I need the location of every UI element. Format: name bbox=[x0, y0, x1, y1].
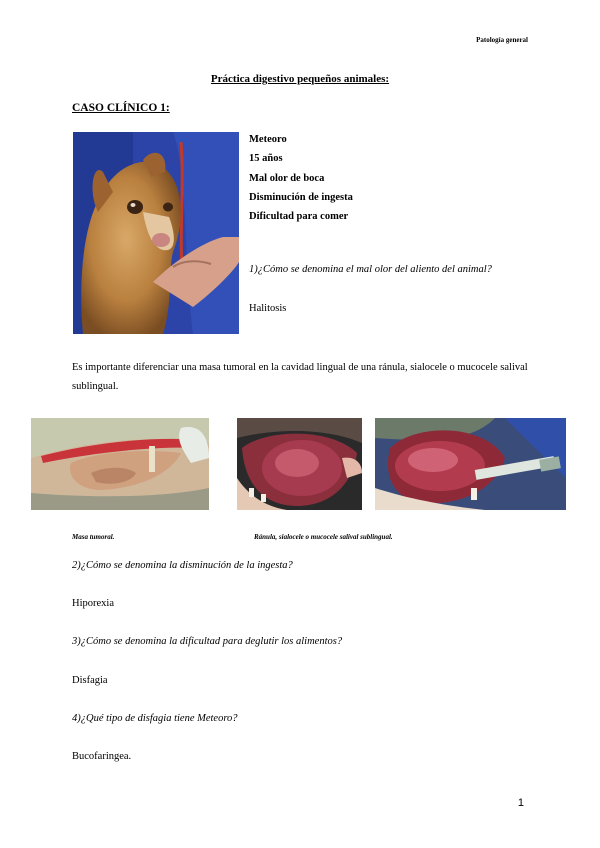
page-title: Práctica digestivo pequeños animales: bbox=[210, 73, 390, 85]
patient-name: Meteoro bbox=[249, 134, 287, 145]
question-4: 4)¿Qué tipo de disfagia tiene Meteoro? bbox=[72, 713, 238, 724]
question-1: 1)¿Cómo se denomina el mal olor del aliento del animal? bbox=[249, 264, 492, 275]
answer-4: Bucofaringea. bbox=[72, 751, 132, 762]
page-number: 1 bbox=[517, 797, 524, 809]
symptom-reduced-intake: Disminución de ingesta bbox=[249, 191, 353, 203]
symptom-bad-breath: Mal olor de boca bbox=[249, 172, 325, 184]
answer-1: Halitosis bbox=[249, 303, 287, 314]
case-heading: CASO CLÍNICO 1: bbox=[72, 102, 170, 114]
caption-ranula: Ránula, sialocele o mucocele salival sublingual. bbox=[254, 533, 393, 541]
tumor-mass-photo bbox=[31, 418, 209, 510]
question-3: 3)¿Cómo se denomina la dificultad para deglutir los alimentos? bbox=[72, 636, 343, 647]
patient-age: 15 años bbox=[249, 153, 283, 165]
question-2: 2)¿Cómo se denomina la disminución de la ingesta? bbox=[72, 560, 293, 571]
ranula-photo-1 bbox=[237, 418, 362, 510]
symptom-eating-difficulty: Dificultad para comer bbox=[249, 211, 349, 223]
body-paragraph: Es importante diferenciar una masa tumoral en la cavidad lingual de una ránula, sialocele o mucocele salival sublingual. bbox=[72, 362, 528, 392]
patient-facts bbox=[249, 130, 353, 226]
answer-2: Hiporexia bbox=[72, 598, 114, 609]
caption-tumor: Masa tumoral. bbox=[72, 533, 115, 541]
dog-photo bbox=[73, 132, 239, 334]
answer-3: Disfagia bbox=[72, 675, 108, 686]
ranula-photo-2 bbox=[375, 418, 566, 510]
running-header: Patología general bbox=[476, 36, 528, 44]
